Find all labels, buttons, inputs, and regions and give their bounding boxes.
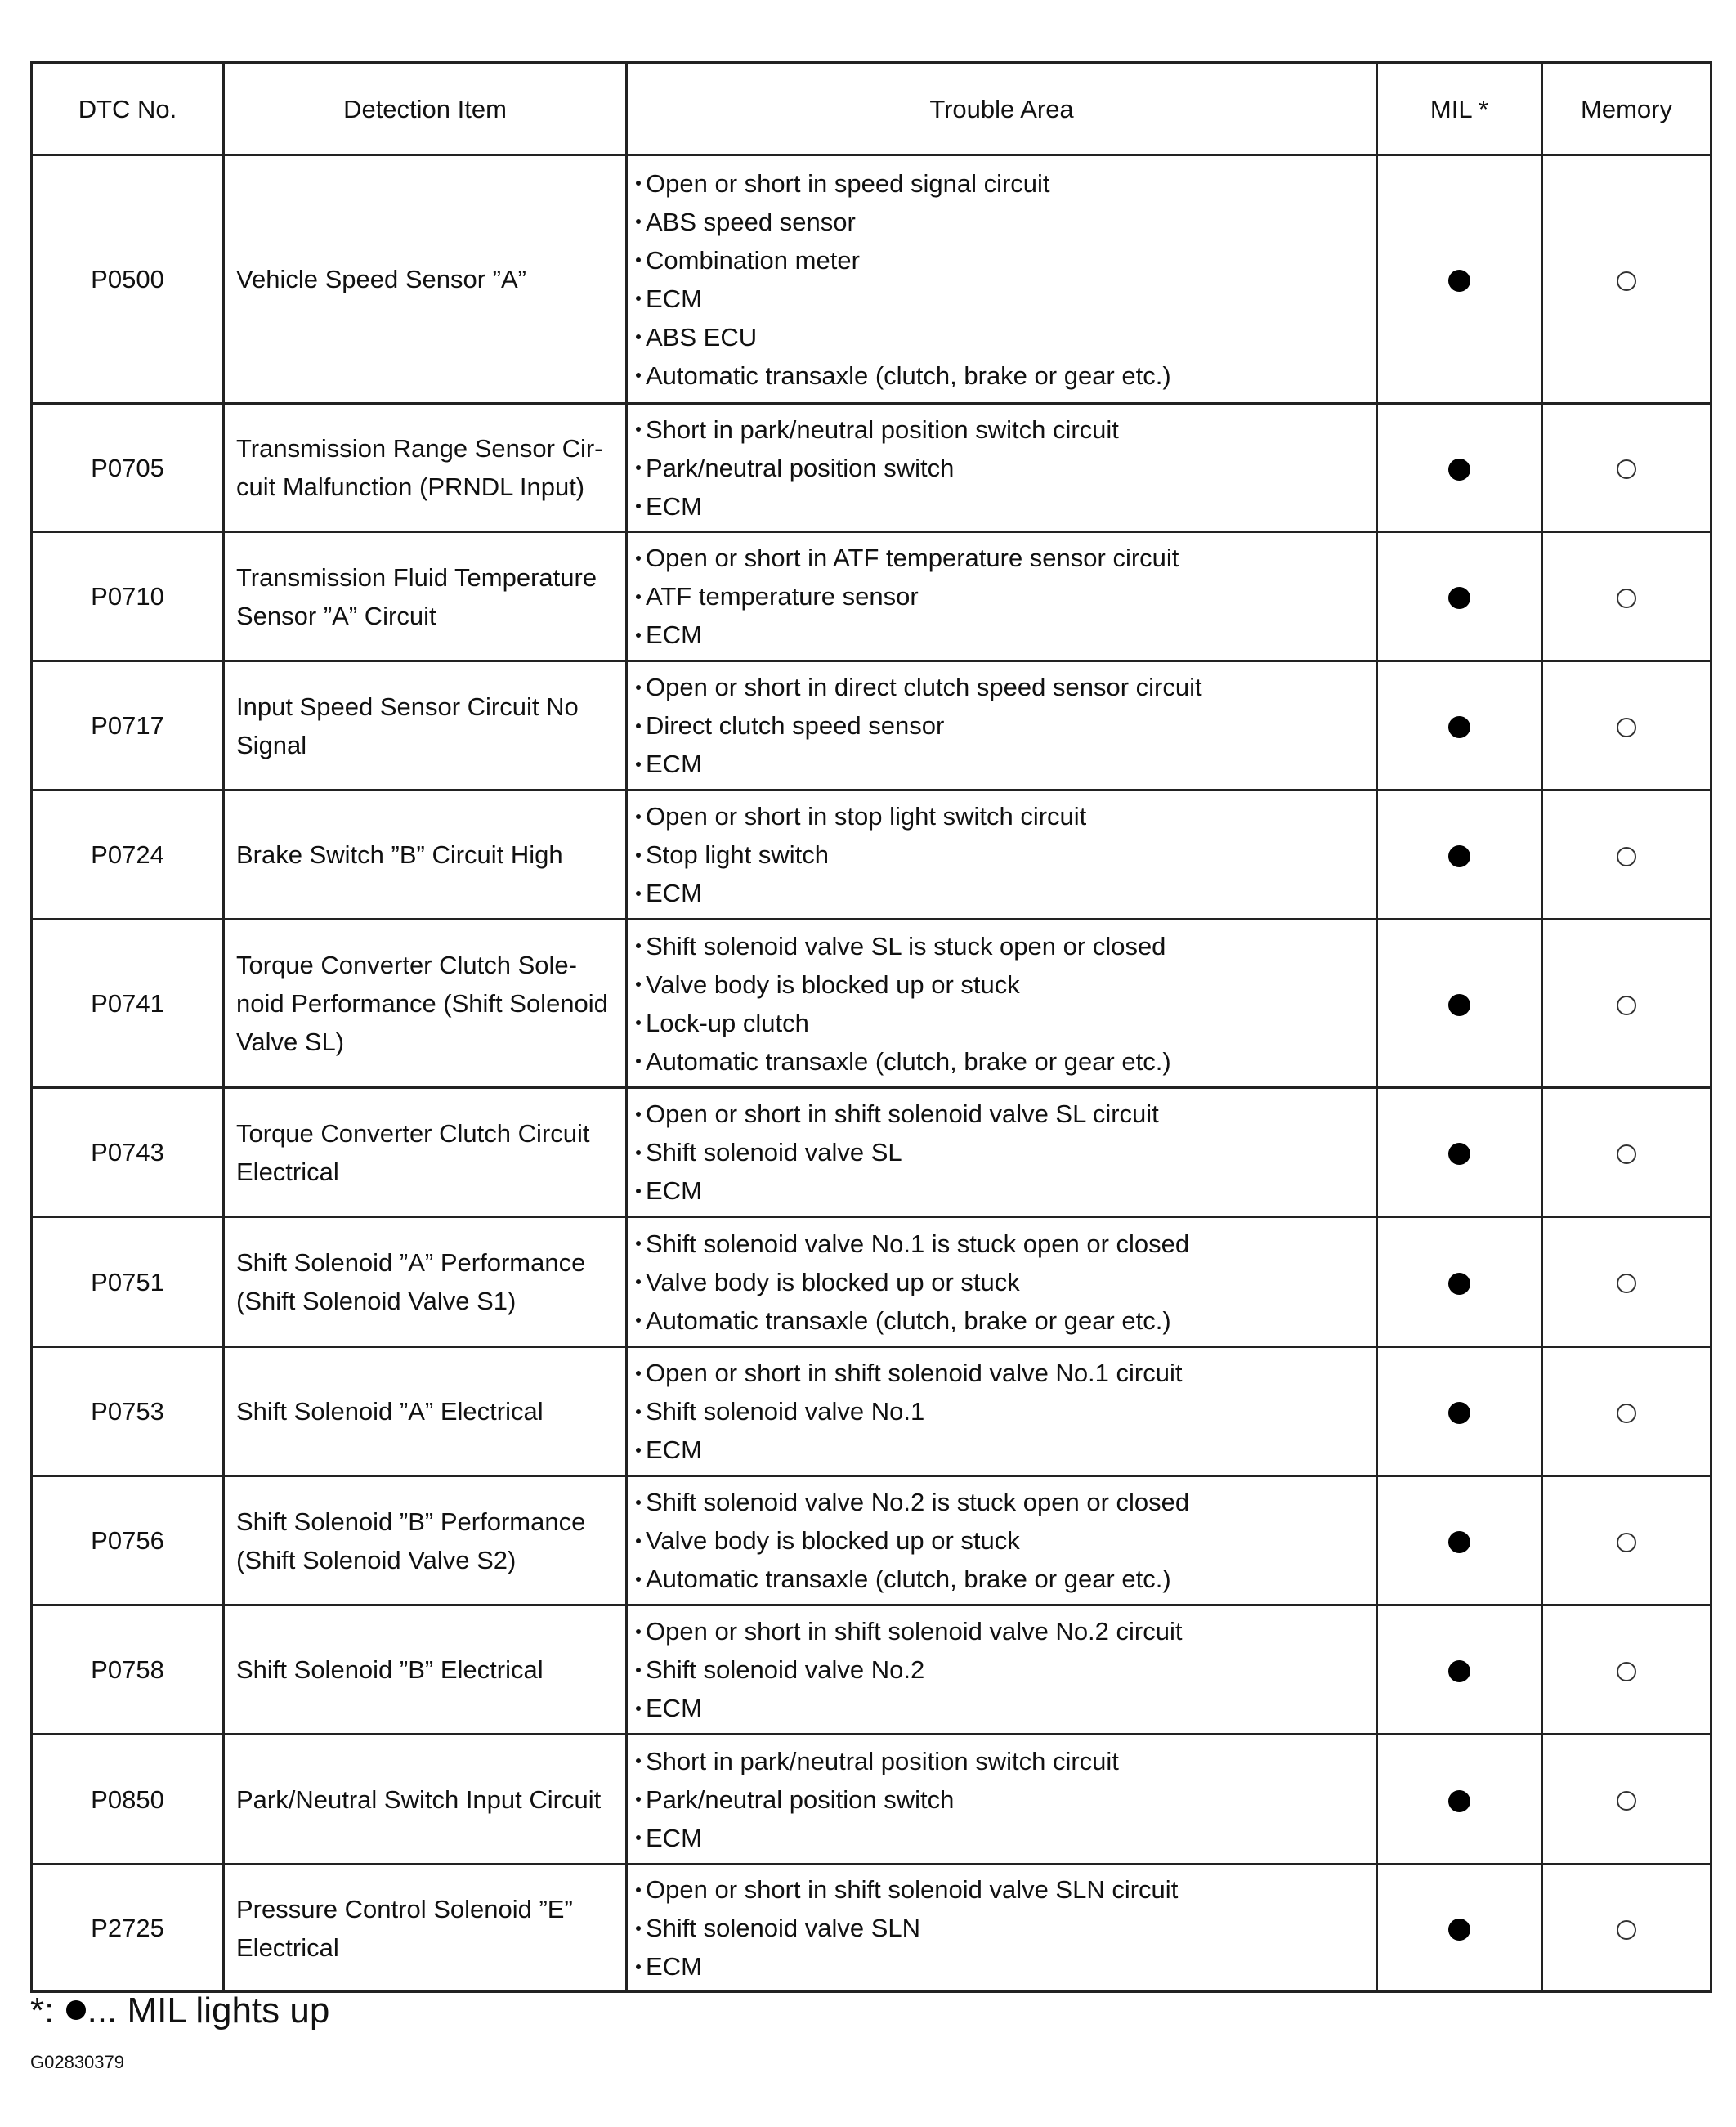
table-row [32, 155, 1711, 404]
mil-cell [1377, 1735, 1542, 1865]
bullet-icon [636, 1020, 641, 1025]
trouble-area-text: ABS speed sensor [646, 207, 856, 236]
trouble-area-text: Open or short in direct clutch speed sensor circuit [646, 673, 1202, 701]
header-detection-item: Detection Item [224, 63, 627, 155]
list-item [636, 1689, 1367, 1727]
bullet-icon [636, 1797, 641, 1802]
list-item [636, 1819, 1367, 1857]
table-row [32, 1476, 1711, 1605]
list-item [636, 487, 1367, 526]
table-body [32, 155, 1711, 1992]
list-item [636, 318, 1367, 356]
trouble-area-text: ECM [646, 620, 702, 649]
list-item [636, 1225, 1367, 1263]
detection-item: Torque Converter Clutch Sole-noid Performance (Shift Solenoid Valve SL) [224, 920, 627, 1088]
trouble-area-text: ECM [646, 1952, 702, 1981]
list-item [636, 577, 1367, 616]
trouble-area-text: ECM [646, 1823, 702, 1852]
open-circle-icon [1617, 1791, 1636, 1811]
bullet-icon [636, 1758, 641, 1763]
memory-cell [1542, 1217, 1711, 1347]
trouble-area-text: Automatic transaxle (clutch, brake or gear etc.) [646, 1046, 1171, 1076]
dtc-code: P0743 [32, 1088, 224, 1217]
detection-item: Park/Neutral Switch Input Circuit [224, 1735, 627, 1865]
memory-cell [1542, 1347, 1711, 1476]
mil-cell [1377, 1217, 1542, 1347]
header-memory: Memory [1542, 63, 1711, 155]
trouble-area [627, 1735, 1377, 1865]
open-circle-icon [1617, 1920, 1636, 1940]
list-item [636, 1133, 1367, 1171]
bullet-icon [636, 1500, 641, 1505]
list-item [636, 1870, 1367, 1909]
trouble-area [627, 661, 1377, 790]
trouble-area-list [636, 1225, 1367, 1340]
list-item [636, 1171, 1367, 1210]
trouble-area-text: ECM [646, 1435, 702, 1464]
trouble-area-text: Automatic transaxle (clutch, brake or gear etc.) [646, 360, 1171, 390]
footnote [30, 1988, 329, 2034]
detection-item: Pressure Control Solenoid ”E” Electrical [224, 1865, 627, 1992]
trouble-area-text: Open or short in shift solenoid valve No.1 circuit [646, 1359, 1183, 1387]
mil-cell [1377, 532, 1542, 661]
bullet-icon [636, 219, 641, 224]
list-item [636, 668, 1367, 706]
footnote-prefix: *: [30, 1990, 55, 2031]
open-circle-icon [1617, 1404, 1636, 1423]
dtc-code: P0717 [32, 661, 224, 790]
trouble-area-text: Short in park/neutral position switch circuit [646, 414, 1119, 444]
list-item [636, 1780, 1367, 1819]
bullet-icon [636, 1448, 641, 1453]
trouble-area-list [636, 539, 1367, 654]
list-item [636, 745, 1367, 783]
trouble-area [627, 1088, 1377, 1217]
trouble-area [627, 1476, 1377, 1605]
bullet-icon [636, 1577, 641, 1582]
list-item [636, 1947, 1367, 1986]
trouble-area-list [636, 410, 1367, 526]
open-circle-icon [1617, 589, 1636, 608]
list-item [636, 835, 1367, 874]
trouble-area-list [636, 164, 1367, 395]
filled-circle-icon [1448, 994, 1470, 1016]
trouble-area-list [636, 927, 1367, 1081]
table-row [32, 404, 1711, 532]
bullet-icon [636, 1668, 641, 1672]
mil-cell [1377, 1865, 1542, 1992]
open-circle-icon [1617, 847, 1636, 866]
bullet-icon [636, 1409, 641, 1414]
bullet-icon [636, 1926, 641, 1931]
trouble-area [627, 532, 1377, 661]
bullet-icon [636, 556, 641, 561]
trouble-area-text: ECM [646, 491, 702, 521]
trouble-area-text: Automatic transaxle (clutch, brake or gear etc.) [646, 1565, 1171, 1593]
table-row [32, 661, 1711, 790]
mil-cell [1377, 1088, 1542, 1217]
trouble-area-text: ATF temperature sensor [646, 582, 919, 611]
bullet-icon [636, 1964, 641, 1969]
bullet-icon [636, 814, 641, 819]
list-item [636, 1301, 1367, 1340]
filled-circle-icon [1448, 845, 1470, 867]
trouble-area-text: Shift solenoid valve No.2 [646, 1655, 925, 1684]
table-row [32, 1217, 1711, 1347]
trouble-area-text: Direct clutch speed sensor [646, 711, 945, 740]
dtc-code: P0724 [32, 790, 224, 920]
mil-cell [1377, 1605, 1542, 1735]
filled-circle-icon [66, 2000, 86, 2020]
trouble-area-text: Open or short in ATF temperature sensor circuit [646, 544, 1179, 572]
list-item [636, 1004, 1367, 1042]
dtc-code: P0756 [32, 1476, 224, 1605]
header-dtc-no: DTC No. [32, 63, 224, 155]
trouble-area [627, 1865, 1377, 1992]
filled-circle-icon [1448, 1402, 1470, 1424]
bullet-icon [636, 373, 641, 378]
list-item [636, 1095, 1367, 1133]
memory-cell [1542, 532, 1711, 661]
trouble-area-text: Open or short in shift solenoid valve No.2 circuit [646, 1617, 1183, 1646]
trouble-area-text: ECM [646, 750, 702, 778]
trouble-area-text: Open or short in stop light switch circuit [646, 802, 1087, 831]
list-item [636, 965, 1367, 1004]
trouble-area [627, 1347, 1377, 1476]
mil-cell [1377, 1476, 1542, 1605]
list-item [636, 1742, 1367, 1780]
trouble-area-text: Open or short in speed signal circuit [646, 168, 1050, 198]
list-item [636, 449, 1367, 487]
trouble-area [627, 155, 1377, 404]
mil-cell [1377, 920, 1542, 1088]
memory-cell [1542, 1605, 1711, 1735]
trouble-area-text: ECM [646, 284, 702, 313]
trouble-area-text: Open or short in shift solenoid valve SL circuit [646, 1099, 1159, 1128]
bullet-icon [636, 257, 641, 262]
open-circle-icon [1617, 459, 1636, 479]
trouble-area [627, 1605, 1377, 1735]
memory-cell [1542, 155, 1711, 404]
trouble-area-text: Shift solenoid valve No.2 is stuck open or closed [646, 1488, 1190, 1516]
trouble-area-text: Lock-up clutch [646, 1008, 809, 1037]
list-item [636, 203, 1367, 241]
bullet-icon [636, 1189, 641, 1193]
trouble-area-list [636, 1354, 1367, 1469]
list-item [636, 797, 1367, 835]
filled-circle-icon [1448, 1790, 1470, 1812]
open-circle-icon [1617, 1274, 1636, 1293]
bullet-icon [636, 1835, 641, 1840]
dtc-code: P0710 [32, 532, 224, 661]
detection-item: Shift Solenoid ”B” Electrical [224, 1605, 627, 1735]
mil-cell [1377, 790, 1542, 920]
dtc-code: P0753 [32, 1347, 224, 1476]
bullet-icon [636, 1112, 641, 1117]
list-item [636, 410, 1367, 449]
bullet-icon [636, 1150, 641, 1155]
trouble-area-list [636, 1870, 1367, 1986]
trouble-area [627, 790, 1377, 920]
trouble-area-text: Park/neutral position switch [646, 1784, 955, 1814]
bullet-icon [636, 1279, 641, 1284]
list-item [636, 927, 1367, 965]
list-item [636, 356, 1367, 395]
trouble-area-text: ECM [646, 1694, 702, 1722]
filled-circle-icon [1448, 1273, 1470, 1295]
open-circle-icon [1617, 718, 1636, 737]
list-item [636, 1431, 1367, 1469]
bullet-icon [636, 853, 641, 858]
trouble-area-list [636, 668, 1367, 783]
detection-item: Vehicle Speed Sensor ”A” [224, 155, 627, 404]
trouble-area-text: Shift solenoid valve SL is stuck open or closed [646, 931, 1166, 961]
dtc-table [30, 61, 1712, 1993]
dtc-code: P0751 [32, 1217, 224, 1347]
filled-circle-icon [1448, 587, 1470, 609]
detection-item: Shift Solenoid ”A” Performance (Shift Solenoid Valve S1) [224, 1217, 627, 1347]
bullet-icon [636, 1887, 641, 1892]
header-mil: MIL * [1377, 63, 1542, 155]
trouble-area-text: Shift solenoid valve No.1 [646, 1397, 925, 1426]
list-item [636, 616, 1367, 654]
bullet-icon [636, 1241, 641, 1246]
table-row [32, 1865, 1711, 1992]
trouble-area-text: Stop light switch [646, 840, 829, 869]
bullet-icon [636, 181, 641, 186]
bullet-icon [636, 334, 641, 339]
bullet-icon [636, 427, 641, 432]
list-item [636, 1392, 1367, 1431]
list-item [636, 874, 1367, 912]
table-row [32, 1088, 1711, 1217]
bullet-icon [636, 633, 641, 638]
trouble-area-text: Valve body is blocked up or stuck [646, 969, 1020, 999]
filled-circle-icon [1448, 1660, 1470, 1682]
bullet-icon [636, 1538, 641, 1543]
trouble-area-list [636, 1483, 1367, 1598]
dtc-code: P0705 [32, 404, 224, 532]
dtc-code: P0850 [32, 1735, 224, 1865]
table-row [32, 532, 1711, 661]
list-item [636, 706, 1367, 745]
trouble-area-text: Shift solenoid valve SLN [646, 1914, 921, 1942]
memory-cell [1542, 1088, 1711, 1217]
table-row [32, 790, 1711, 920]
filled-circle-icon [1448, 716, 1470, 738]
memory-cell [1542, 920, 1711, 1088]
bullet-icon [636, 504, 641, 508]
filled-circle-icon [1448, 1143, 1470, 1165]
memory-cell [1542, 1735, 1711, 1865]
trouble-area-text: Valve body is blocked up or stuck [646, 1267, 1020, 1296]
detection-item: Transmission Range Sensor Cir-cuit Malfunction (PRNDL Input) [224, 404, 627, 532]
list-item [636, 1354, 1367, 1392]
bullet-icon [636, 594, 641, 599]
trouble-area-text: ECM [646, 1176, 702, 1205]
mil-cell [1377, 1347, 1542, 1476]
table-row [32, 1735, 1711, 1865]
table-row [32, 1605, 1711, 1735]
bullet-icon [636, 465, 641, 470]
list-item [636, 164, 1367, 203]
bullet-icon [636, 723, 641, 728]
list-item [636, 1042, 1367, 1081]
bullet-icon [636, 762, 641, 767]
trouble-area-list [636, 1095, 1367, 1210]
table-row [32, 1347, 1711, 1476]
list-item [636, 1483, 1367, 1521]
filled-circle-icon [1448, 1919, 1470, 1941]
trouble-area-text: ABS ECU [646, 322, 758, 352]
dtc-code: P0741 [32, 920, 224, 1088]
detection-item: Shift Solenoid ”A” Electrical [224, 1347, 627, 1476]
bullet-icon [636, 296, 641, 301]
dtc-code: P0758 [32, 1605, 224, 1735]
header-row [32, 63, 1711, 155]
open-circle-icon [1617, 1533, 1636, 1552]
trouble-area-text: Park/neutral position switch [646, 453, 955, 482]
detection-item: Transmission Fluid Temperature Sensor ”A” Circuit [224, 532, 627, 661]
detection-item: Input Speed Sensor Circuit No Signal [224, 661, 627, 790]
bullet-icon [636, 943, 641, 948]
trouble-area-text: Open or short in shift solenoid valve SLN circuit [646, 1875, 1179, 1904]
list-item [636, 1560, 1367, 1598]
trouble-area-text: Shift solenoid valve No.1 is stuck open or closed [646, 1229, 1190, 1258]
bullet-icon [636, 982, 641, 987]
trouble-area-text: Valve body is blocked up or stuck [646, 1526, 1020, 1555]
footnote-text: ... MIL lights up [87, 1990, 330, 2031]
trouble-area-list [636, 1742, 1367, 1857]
open-circle-icon [1617, 271, 1636, 291]
mil-cell [1377, 404, 1542, 532]
trouble-area [627, 404, 1377, 532]
dtc-code: P0500 [32, 155, 224, 404]
trouble-area-text: Shift solenoid valve SL [646, 1138, 902, 1166]
list-item [636, 241, 1367, 280]
detection-item: Brake Switch ”B” Circuit High [224, 790, 627, 920]
header-trouble-area: Trouble Area [627, 63, 1377, 155]
trouble-area [627, 920, 1377, 1088]
bullet-icon [636, 1371, 641, 1376]
memory-cell [1542, 1865, 1711, 1992]
memory-cell [1542, 790, 1711, 920]
open-circle-icon [1617, 996, 1636, 1015]
list-item [636, 1612, 1367, 1650]
memory-cell [1542, 661, 1711, 790]
open-circle-icon [1617, 1662, 1636, 1681]
list-item [636, 1521, 1367, 1560]
bullet-icon [636, 1318, 641, 1323]
bullet-icon [636, 685, 641, 690]
list-item [636, 1909, 1367, 1947]
trouble-area [627, 1217, 1377, 1347]
figure-code: G02830379 [30, 2052, 124, 2072]
trouble-area-list [636, 797, 1367, 912]
trouble-area-text: ECM [646, 879, 702, 907]
trouble-area-list [636, 1612, 1367, 1727]
filled-circle-icon [1448, 459, 1470, 481]
filled-circle-icon [1448, 270, 1470, 292]
bullet-icon [636, 1629, 641, 1634]
detection-item: Shift Solenoid ”B” Performance (Shift Solenoid Valve S2) [224, 1476, 627, 1605]
bullet-icon [636, 1706, 641, 1711]
trouble-area-text: Automatic transaxle (clutch, brake or gear etc.) [646, 1305, 1171, 1335]
list-item [636, 280, 1367, 318]
mil-cell [1377, 155, 1542, 404]
detection-item: Torque Converter Clutch Circuit Electrical [224, 1088, 627, 1217]
memory-cell [1542, 404, 1711, 532]
memory-cell [1542, 1476, 1711, 1605]
dtc-code: P2725 [32, 1865, 224, 1992]
table-row [32, 920, 1711, 1088]
open-circle-icon [1617, 1144, 1636, 1164]
bullet-icon [636, 1059, 641, 1064]
mil-cell [1377, 661, 1542, 790]
filled-circle-icon [1448, 1531, 1470, 1553]
list-item [636, 539, 1367, 577]
trouble-area-text: Short in park/neutral position switch circuit [646, 1746, 1119, 1775]
list-item [636, 1650, 1367, 1689]
list-item [636, 1263, 1367, 1301]
trouble-area-text: Combination meter [646, 245, 860, 275]
bullet-icon [636, 891, 641, 896]
